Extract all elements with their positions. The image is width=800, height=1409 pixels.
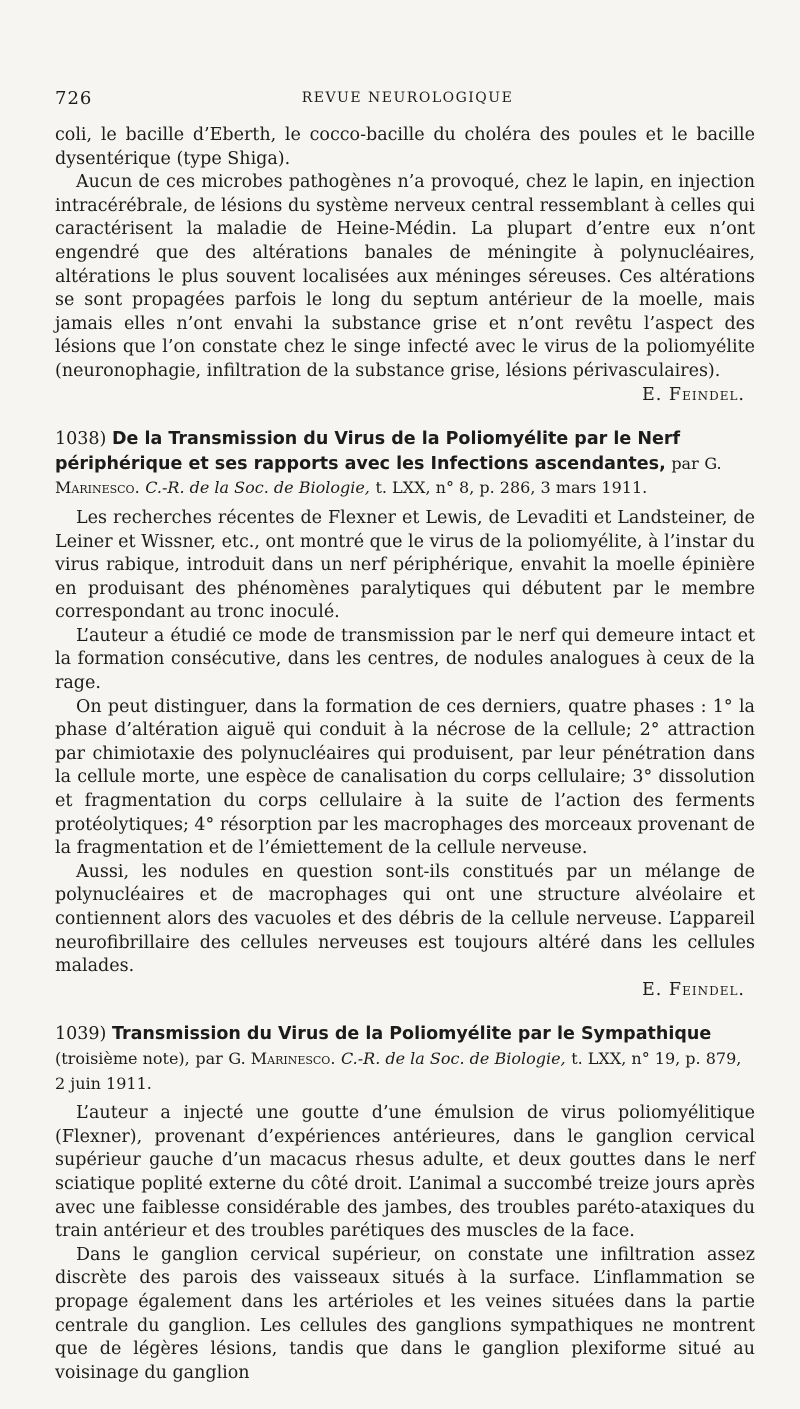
- article-paragraph: Aussi, les nodules en question sont-ils constitués par un mélange de polynucléaires et de macrophages qui ont une structure alvéolaire et contiennent alors des vacuoles et des débris de la cellule nerveuse. L’appareil neurofibrillaire des cellules nerveuses est toujours altéré dans les cellules malades.: [55, 861, 755, 977]
- page-content: [55, 124, 755, 1385]
- article-author: G. Marinesco.: [228, 1048, 336, 1068]
- article-paragraph: On peut distinguer, dans la formation de ces derniers, quatre phases : 1° la phase d’altération aiguë qui conduit à la nécrose de la cellule; 2° attraction par chimiotaxie des polynucléaires qui produisent, par leur pénétration dans la cellule morte, une espèce de canalisation du corps cellulaire; 3° dissolution et fragmentation du corps cellulaire à la suite de l’action des ferments protéolytiques; 4° résorption par les macrophages des morceaux provenant de la fragmentation et de l’émiettement de la cellule nerveuse.: [55, 696, 755, 859]
- intro-paragraph-2: Aucun de ces microbes pathogènes n’a provoqué, chez le lapin, en injection intracérébrale, de lésions du système nerveux central ressemblant à celles qui caractérisent la maladie de Heine-Médin. La plupart d’entre eux n’ont engendré que des altérations banales de méningite à polynucléaires, altérations le plus souvent localisées aux méninges séreuses. Ces altérations se sont propagées parfois le long du septum antérieur de la moelle, mais jamais elles n’ont envahi la substance grise et n’ont revêtu l’aspect des lésions que l’on constate chez le singe infecté avec le virus de la poliomyélite (neuronophagie, infiltration de la substance grise, lésions périvasculaires).: [55, 172, 755, 381]
- article-paragraph: Les recherches récentes de Flexner et Lewis, de Levaditi et Landsteiner, de Leiner et Wissner, etc., ont montré que le virus de la poliomyélite, à l’instar du virus rabique, introduit dans un nerf périphérique, envahit la moelle épinière en produisant des phénomènes paralytiques qui débutent par le membre correspondant au tronc inoculé.: [55, 507, 755, 623]
- article-citation: t. LXX, n° 19, p. 879, 2 juin 1911.: [55, 1048, 742, 1093]
- article-signature: E. Feindel.: [642, 979, 745, 1000]
- page-number: 726: [55, 88, 93, 109]
- article-subtitle: (troisième note),: [55, 1048, 190, 1068]
- article-1039-heading: [55, 1023, 755, 1096]
- article-paragraph: L’auteur a étudié ce mode de transmission par le nerf qui demeure intact et la formation consécutive, dans les centres, de nodules analogues à ceux de la rage.: [55, 625, 755, 694]
- article-number: 1038): [55, 429, 107, 450]
- running-title: REVUE NEUROLOGIQUE: [301, 90, 514, 106]
- article-citation: t. LXX, n° 8, p. 286, 3 mars 1911.: [375, 478, 648, 498]
- article-by-prefix: par: [195, 1048, 223, 1068]
- article-journal: C.-R. de la Soc. de Biologie,: [341, 1048, 566, 1068]
- intro-signature: E. Feindel.: [642, 384, 745, 405]
- article-paragraph: Dans le ganglion cervical supérieur, on constate une infiltration assez discrète des parois des vaisseaux situés à la surface. L’inflammation se propage également dans les artérioles et les veines situées dans la partie centrale du ganglion. Les cellules des ganglions sympathiques ne montrent que de légères lésions, tandis que dans le ganglion plexiforme situé au voisinage du ganglion: [55, 1244, 755, 1383]
- article-author: G. Marinesco.: [55, 453, 722, 498]
- article-1038-heading: [55, 428, 755, 501]
- article-number: 1039): [55, 1024, 107, 1045]
- article-paragraph: L’auteur a injecté une goutte d’une émulsion de virus poliomyélitique (Flexner), provenant d’expériences antérieures, dans le ganglion cervical supérieur gauche d’un macacus rhesus adulte, et deux gouttes dans le nerf sciatique poplité externe du côté droit. L’animal a succombé treize jours après avec une faiblesse considérable des jambes, des troubles paréto-ataxiques du train antérieur et des troubles parétiques des muscles de la face.: [55, 1103, 755, 1242]
- intro-paragraph-1: coli, le bacille d’Eberth, le cocco-bacille du choléra des poules et le bacille dysentérique (type Shiga).: [55, 125, 755, 169]
- page-header: [55, 88, 760, 112]
- article-1039: [55, 1023, 755, 1385]
- article-title: Transmission du Virus de la Poliomyélite par le Sympathique: [111, 1024, 712, 1045]
- article-journal: C.-R. de la Soc. de Biologie,: [145, 478, 370, 498]
- article-by-prefix: par: [671, 453, 699, 473]
- article-title: De la Transmission du Virus de la Poliomyélite par le Nerf périphérique et ses rapports avec les Infections ascendantes,: [55, 429, 681, 474]
- article-1038: [55, 428, 755, 1002]
